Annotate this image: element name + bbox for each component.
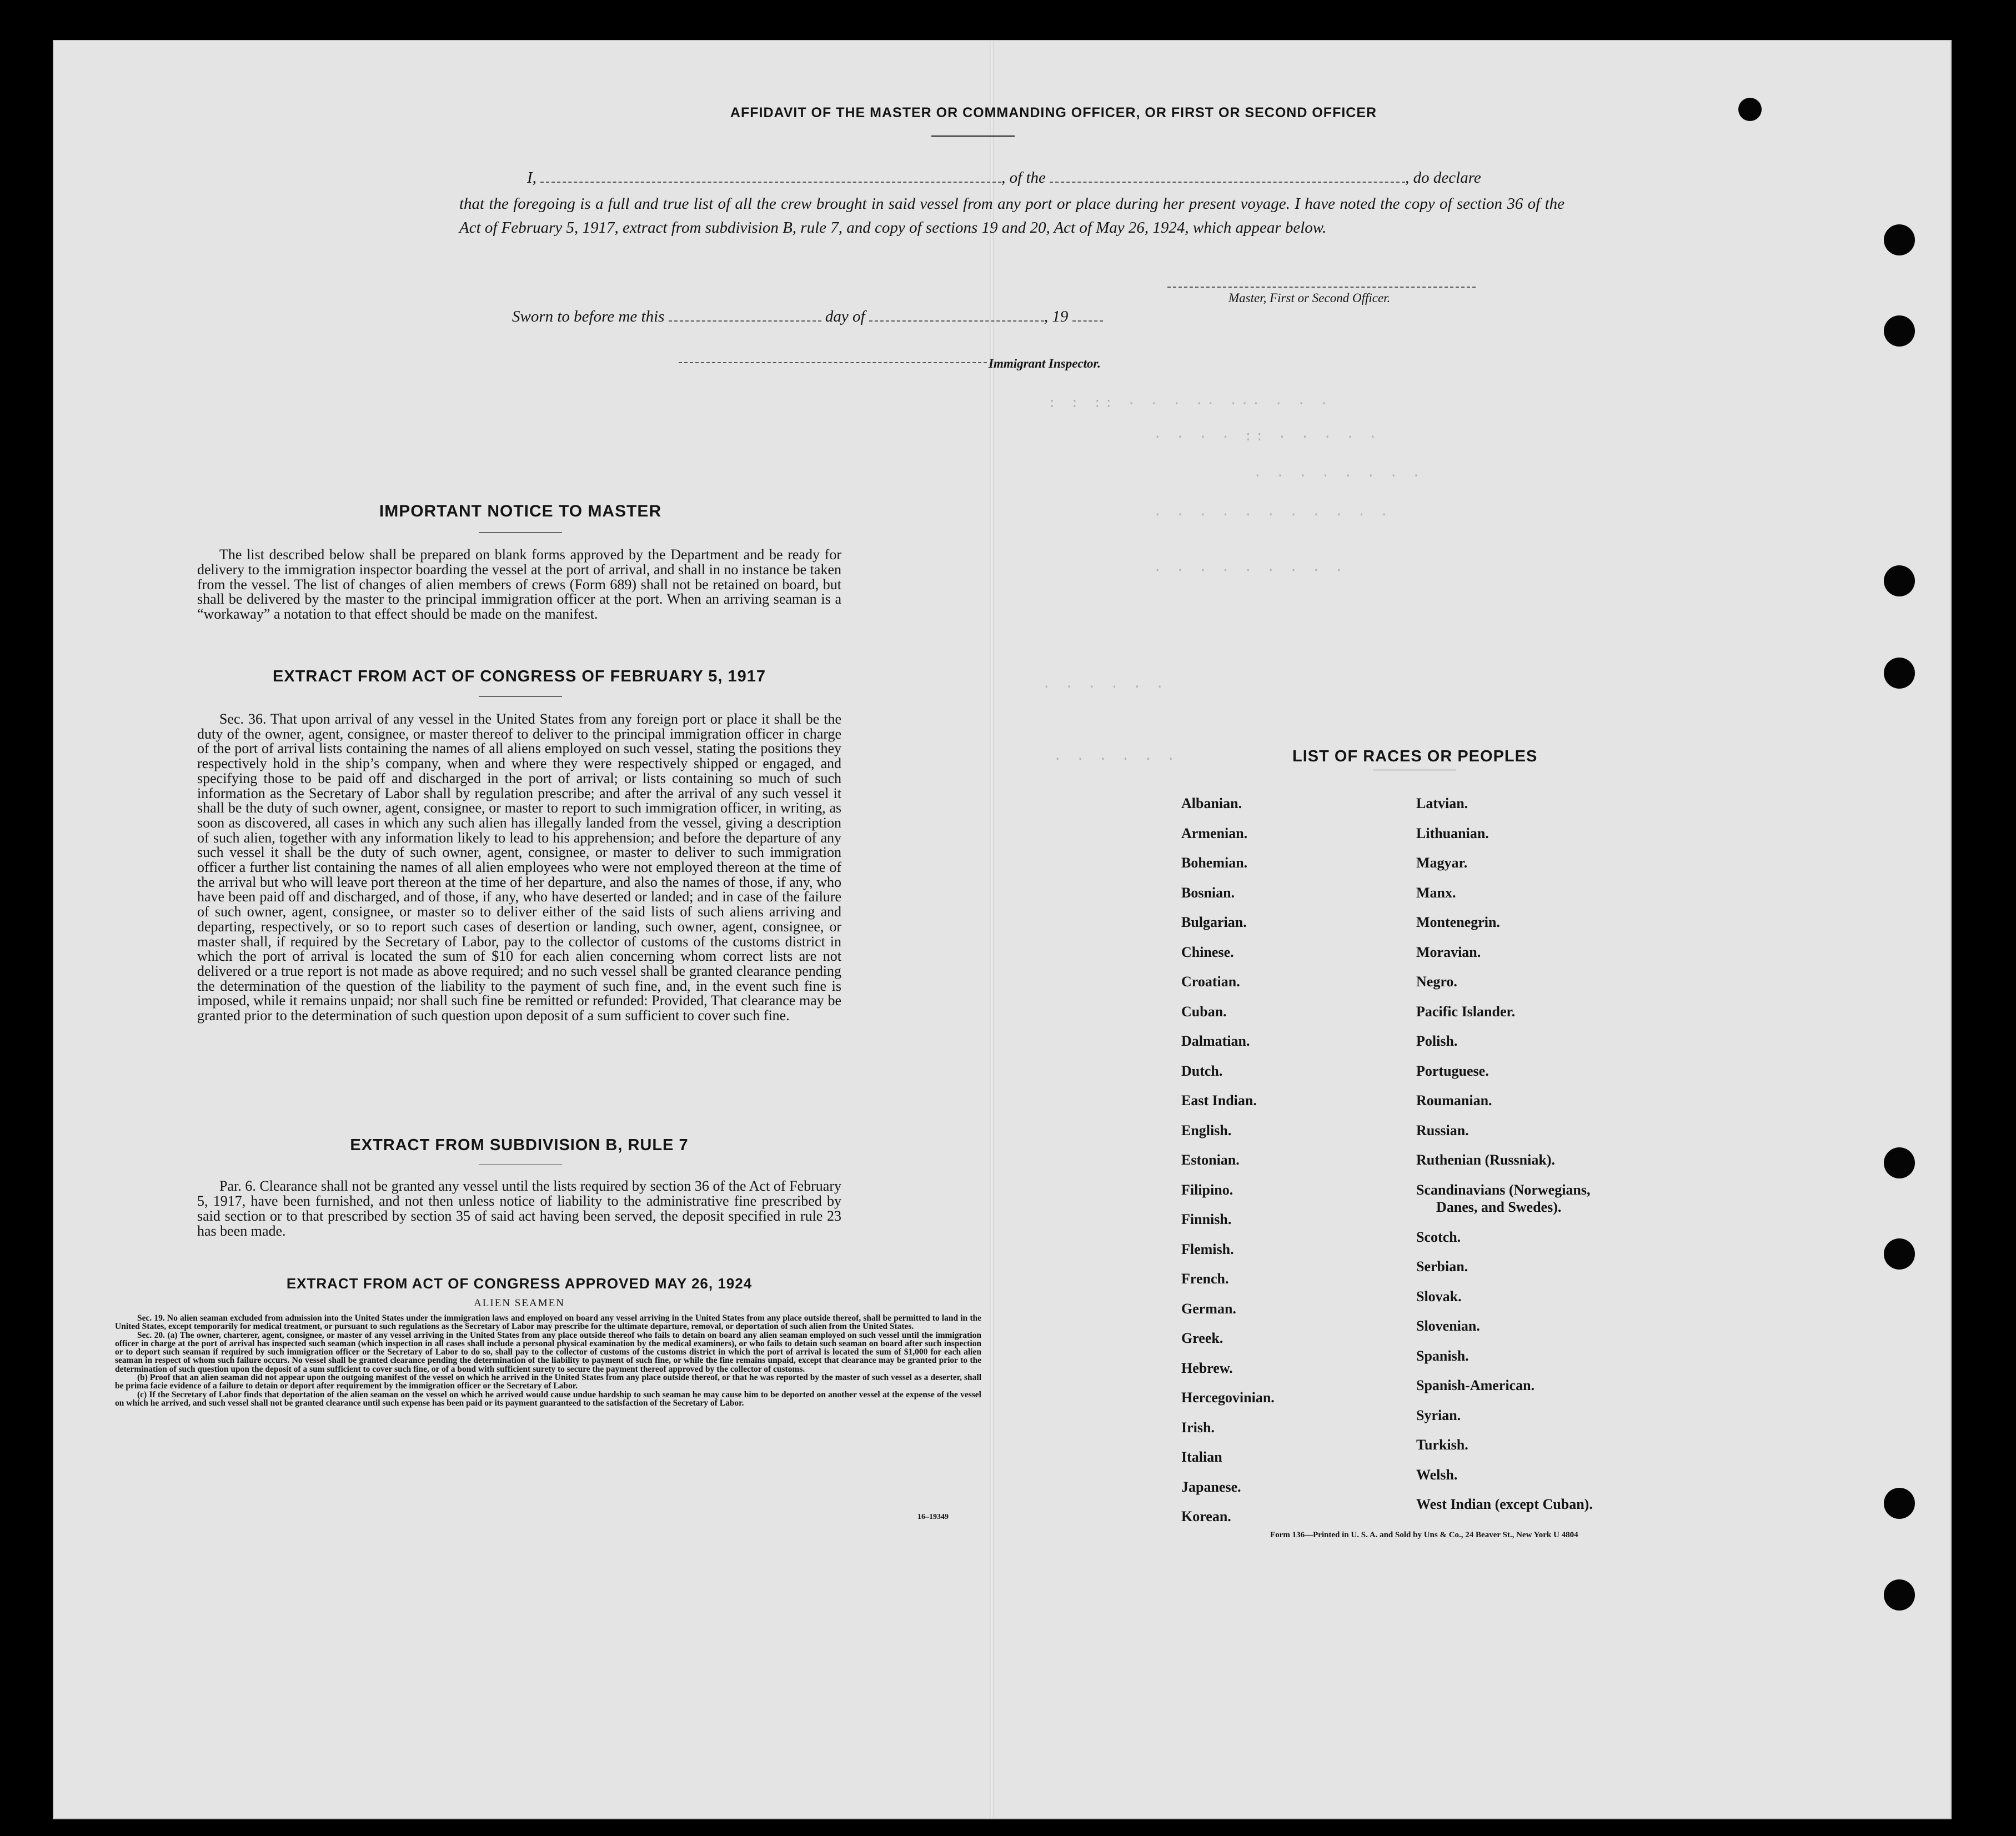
race-item: Portuguese. — [1416, 1062, 1489, 1079]
race-item: Scandinavians (Norwegians, — [1416, 1181, 1591, 1198]
race-item: Manx. — [1416, 884, 1456, 901]
declarant-name-field[interactable] — [540, 182, 1001, 183]
sworn-label: Sworn to before me this — [512, 308, 665, 325]
bleed-through-marks: : : :: · · · ·· ··· · · · — [1048, 397, 1332, 412]
punch-hole — [1884, 565, 1915, 596]
race-item: Hercegovinian. — [1181, 1389, 1275, 1406]
race-item: East Indian. — [1181, 1092, 1257, 1108]
race-item: Bohemian. — [1181, 855, 1248, 871]
vessel-name-field[interactable] — [1050, 182, 1405, 183]
race-item: Bulgarian. — [1181, 914, 1247, 930]
sec20c-text: (c) If the Secretary of Labor finds that deportation of the alien seaman on the vessel on which he arrived would cause undue hardship to such seaman he may cause him to be deported on another vessel at the expense of the vessel on which he arrived, and such vessel shall not be granted clearance until such expense has been paid or its payment guaranteed to the satisfaction of the Secretary of Labor. — [115, 1389, 981, 1408]
race-item: Roumanian. — [1416, 1092, 1492, 1108]
race-item: Ruthenian (Russniak). — [1416, 1152, 1555, 1168]
affidavit-do-declare: , do declare — [1405, 169, 1481, 187]
race-item: Finnish. — [1181, 1211, 1232, 1227]
affidavit-i-label: I, — [527, 169, 536, 187]
race-item: Syrian. — [1416, 1407, 1461, 1423]
notice-rule — [479, 532, 562, 533]
extract-1924-body — [115, 1314, 981, 1407]
race-item: English. — [1181, 1122, 1232, 1138]
sec20b-text: (b) Proof that an alien seaman did not appear upon the outgoing manifest of the vessel on which he arrived in the United States from any place outside thereof, or that he was reported by the master of such vessel as a deserter, shall be prima facie evidence of a failure to detain or deport after requirement by the immigration officer or the Secretary of Labor. — [115, 1373, 981, 1391]
race-item: Japanese. — [1181, 1478, 1241, 1495]
bleed-through-marks: · · · · · · · · — [1253, 469, 1424, 484]
sworn-year-prefix: , 19 — [1044, 308, 1069, 325]
sec20a-text: Sec. 20. (a) The owner, charterer, agent, consignee, or master of any vessel arriving in the United States from any place outside thereof who fails to detain on board any alien seaman employed on such vessel until the immigration officer in charge at the port of arrival has inspected such seaman (which inspection in all cases shall include a personal physical examination by the medical examiners), or who fails to detain such seaman on board after such inspection or to deport such seaman if required by such immigration officer or the Secretary of Labor to do so, shall pay to the collector of customs of the customs district in which the port of arrival is located the sum of $1,000 for each alien seaman in respect of whom such failure occurs. No vessel shall be granted clearance pending the determination of the liability to payment of such fine, or while the fine remains unpaid, except that clearance may be granted prior to the determination of such question upon the deposit of a sum sufficient to cover such fine, or of a bond with sufficient surety to secure the payment thereof approved by the collector of customs. — [115, 1330, 981, 1374]
race-item: Serbian. — [1416, 1258, 1468, 1275]
punch-hole — [1884, 1488, 1915, 1519]
affidavit-declaration-line — [476, 169, 1564, 187]
sworn-day-field[interactable] — [669, 320, 821, 322]
punch-hole — [1884, 315, 1915, 347]
master-signature-field[interactable] — [1167, 287, 1476, 288]
punch-hole — [1884, 224, 1915, 255]
race-item: Korean. — [1181, 1508, 1231, 1524]
race-item: Scotch. — [1416, 1228, 1461, 1245]
inspector-label: Immigrant Inspector. — [989, 357, 1101, 370]
affidavit-title: AFFIDAVIT OF THE MASTER OR COMMANDING OFFICER, OR FIRST OR SECOND OFFICER — [730, 105, 1377, 121]
race-item: Cuban. — [1181, 1003, 1227, 1020]
punch-hole — [1884, 658, 1915, 689]
race-item: Pacific Islander. — [1416, 1003, 1516, 1020]
race-item: Turkish. — [1416, 1437, 1468, 1453]
extract-rule7-text: Par. 6. Clearance shall not be granted any vessel until the lists required by section 36 of the Act of February 5, 1917, have been furnished, and not then unless notice of liability to the administrative fine prescribed by said section or to that prescribed by section 35 of said act having been served, the deposit specified in rule 23 has been made. — [197, 1178, 841, 1239]
races-left-column — [1181, 789, 1275, 1532]
race-item: Spanish. — [1416, 1347, 1469, 1364]
notice-title: IMPORTANT NOTICE TO MASTER — [379, 502, 662, 520]
extract-1924-title: EXTRACT FROM ACT OF CONGRESS APPROVED MAY 26, 1924 — [286, 1275, 753, 1292]
race-item: Chinese. — [1181, 944, 1234, 960]
punch-hole — [1884, 1147, 1915, 1178]
race-item: Negro. — [1416, 974, 1457, 990]
extract-1917-rule — [479, 696, 562, 697]
race-item: Estonian. — [1181, 1152, 1240, 1168]
bleed-through-marks: · · · · · · — [1042, 680, 1167, 695]
sworn-line — [512, 308, 1290, 326]
race-item: Armenian. — [1181, 825, 1248, 841]
race-item: Italian — [1181, 1449, 1222, 1465]
race-item: Spanish-American. — [1416, 1377, 1535, 1393]
title-rule — [931, 136, 1015, 137]
sworn-year-field[interactable] — [1072, 320, 1103, 322]
affidavit-text: that the foregoing is a full and true list of all the crew brought in said vessel from any port or place during her present voyage. I have noted the copy of section 36 of the Act of February 5, 1917, extract from subdivision B, rule 7, and copy of sections 19 and 20, Act of May 26, 1924, which appear below. — [459, 195, 1564, 237]
punch-hole — [1738, 98, 1762, 121]
race-item: Slovak. — [1416, 1288, 1462, 1305]
race-item: Dalmatian. — [1181, 1033, 1250, 1049]
extract-rule7-title: EXTRACT FROM SUBDIVISION B, RULE 7 — [350, 1136, 689, 1154]
race-item: German. — [1181, 1300, 1236, 1317]
race-item: Polish. — [1416, 1033, 1458, 1049]
punch-hole — [1884, 1579, 1915, 1611]
master-signature-label: Master, First or Second Officer. — [1228, 291, 1391, 305]
race-item: Magyar. — [1416, 855, 1468, 871]
race-item: Welsh. — [1416, 1466, 1458, 1483]
inspector-signature-field[interactable] — [679, 362, 987, 363]
affidavit-of-the: , of the — [1001, 169, 1046, 187]
extract-1924-subtitle: ALIEN SEAMEN — [474, 1297, 565, 1309]
form-number: 16–19349 — [917, 1513, 949, 1521]
extract-1917-text: Sec. 36. That upon arrival of any vessel in the United States from any foreign port or place it shall be the duty of the owner, agent, consignee, or master thereof to deliver to the principal immigration officer in charge of the port of arrival lists containing the names of all aliens employed on such vessel, stating the positions they respectively hold in the ship’s company, when and where they were respectively shipped or engaged, and specifying those to be paid off and discharged in the port of arrival; or lists containing so much of such information as the Secretary of Labor shall by regulation prescribe; and after the arrival of any such vessel it shall be the duty of such owner, agent, consignee, or master to report to such immigration officer, in writing, as soon as discovered, all cases in which any such alien has illegally landed from the vessel, giving a description of such alien, together with any information likely to lead to his apprehension; and before the departure of any such vessel it shall be the duty of such owner, agent, consignee, or master to deliver to such immigration officer a further list containing the names of all alien employees who were not employed thereon at the time of the arrival but who will leave port thereon at the time of her departure, and also the names of those, if any, who have been paid off and discharged, and of those, if any, who have deserted or landed; and in case of the failure of such owner, agent, consignee, or master so to deliver either of the said lists of such aliens arriving and departing, respectively, or so to report such cases of desertion or landing, such owner, agent, consignee, or master shall, if required by the Secretary of Labor, pay to the collector of customs of the customs district in which the port of arrival is located the sum of $10 for each alien concerning whom correct lists are not delivered or a true report is not made as above required; and no such vessel shall be granted clearance pending the determination of the question of the liability to the payment of such fine, and, in the event such fine is imposed, while it remains unpaid; nor shall such fine be remitted or refunded: Provided, That clearance may be granted prior to the determination of such question upon deposit of a sum sufficient to cover such fine. — [197, 711, 841, 1024]
race-item: Montenegrin. — [1416, 914, 1500, 930]
bleed-through-marks: · · · · · · — [1054, 752, 1178, 767]
race-item: Hebrew. — [1181, 1360, 1233, 1376]
sworn-day-of: day of — [825, 308, 865, 325]
extract-1917-title: EXTRACT FROM ACT OF CONGRESS OF FEBRUARY 5, 1917 — [272, 668, 766, 685]
race-item: Greek. — [1181, 1330, 1223, 1346]
document-page — [53, 40, 1952, 1819]
race-item: Flemish. — [1181, 1241, 1234, 1257]
notice-text: The list described below shall be prepared on blank forms approved by the Department and be ready for delivery to the immigration inspector boarding the vessel at the port of arrival, and shall in no instance be taken from the vessel. The list of changes of alien members of crews (Form 689) shall not be retained on board, but shall be delivered by the master to the principal immigration officer at the port. When an arriving seaman is a “workaway” a notation to that effect should be made on the manifest. — [197, 546, 841, 623]
races-right-column — [1416, 789, 1593, 1519]
race-item: Moravian. — [1416, 944, 1481, 960]
bleed-through-marks: · · · · :: · · · · · — [1154, 430, 1381, 445]
race-item: Bosnian. — [1181, 884, 1235, 901]
race-item: West Indian (except Cuban). — [1416, 1496, 1593, 1512]
races-title: LIST OF RACES OR PEOPLES — [1292, 748, 1538, 765]
race-item: Latvian. — [1416, 795, 1468, 811]
sworn-month-field[interactable] — [869, 320, 1044, 322]
race-item: Irish. — [1181, 1419, 1215, 1436]
race-item: Russian. — [1416, 1122, 1469, 1138]
bleed-through-marks: · · · · · · · · · · · — [1154, 508, 1392, 523]
punch-hole — [1884, 1238, 1915, 1270]
race-item: Slovenian. — [1416, 1318, 1480, 1334]
race-item: Filipino. — [1181, 1181, 1233, 1198]
race-item: Croatian. — [1181, 974, 1240, 990]
bleed-through-marks: · · · · · · · · · — [1154, 563, 1346, 578]
race-item: Albanian. — [1181, 795, 1242, 811]
footer-form-note: Form 136—Printed in U. S. A. and Sold by Uns & Co., 24 Beaver St., New York U 4804 — [1270, 1531, 1578, 1539]
race-item: Dutch. — [1181, 1062, 1223, 1079]
race-item: French. — [1181, 1271, 1229, 1287]
race-item: Lithuanian. — [1416, 825, 1489, 841]
sec19-text: Sec. 19. No alien seaman excluded from admission into the United States under the immigration laws and employed on board any vessel arriving in the United States from any place outside thereof, shall be permitted to land in the United States, except temporarily for medical treatment, or pursuant to such regulations as the Secretary of Labor may prescribe for the ultimate departure, removal, or deportation of such alien from the United States. — [115, 1313, 981, 1332]
race-item: Danes, and Swedes). — [1436, 1199, 1562, 1215]
